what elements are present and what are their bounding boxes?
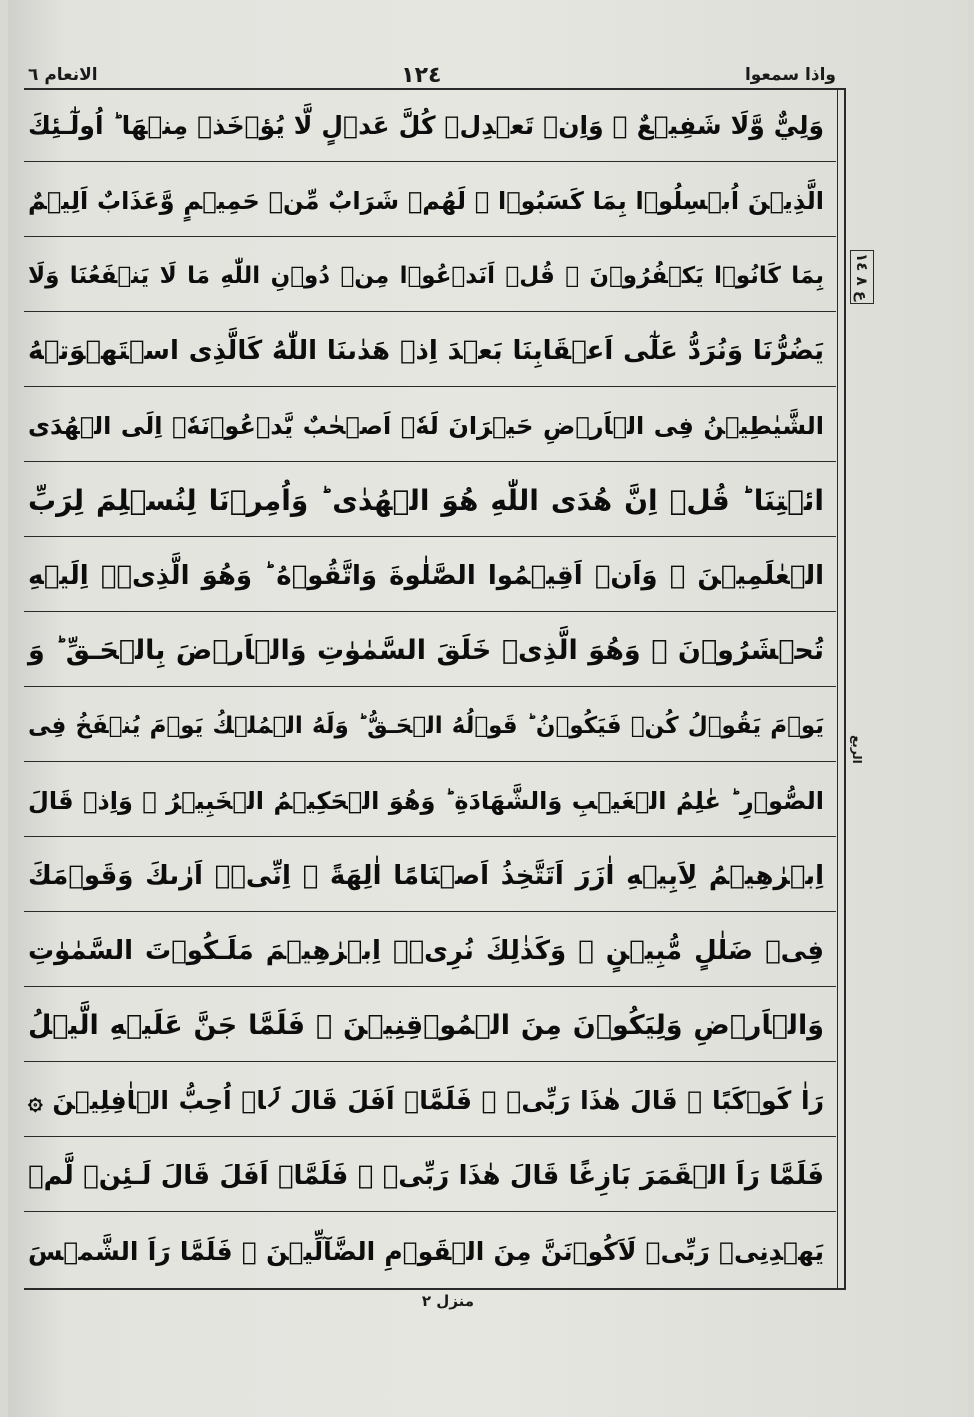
quran-page [8, 0, 968, 1417]
verse-line-8 [24, 615, 836, 687]
verse-line-text: تُحۡشَرُوۡنَ ۞ وَهُوَ الَّذِىۡ خَلَقَ السَّمٰوٰتِ وَالۡاَرۡضَ بِالۡحَـقِّ ؕ وَ [28, 635, 824, 666]
verse-line-7 [24, 540, 836, 612]
text-frame [24, 88, 846, 1290]
verse-line-text: يَوۡمَ يَقُوۡلُ كُنۡ فَيَكُوۡنُ ؕ قَوۡلُهُ الۡحَـقُّ ؕ وَلَهُ الۡمُلۡكُ يَوۡمَ يُنۡفَخُ فِى [28, 712, 824, 739]
verse-line-text: رَاٰ كَوۡكَبًا ۚ قَالَ هٰذَا رَبِّىۡ ۚ فَلَمَّاۤ اَفَلَ قَالَ لَاۤ اُحِبُّ الۡاٰفِلِيۡنَ ۞ [28, 1086, 824, 1115]
manzil-footer: منزل ٢ [421, 1292, 475, 1310]
verse-line-text: يَهۡدِنِىۡ رَبِّىۡ لَاَكُوۡنَنَّ مِنَ الۡقَوۡمِ الضَّآلِّيۡنَ ۞ فَلَمَّا رَاَ الشَّمۡسَ [28, 1236, 824, 1266]
verse-line-text: الصُّوۡرِ ؕ عٰلِمُ الۡغَيۡبِ وَالشَّهَادَةِ ؕ وَهُوَ الۡحَكِيۡمُ الۡخَبِيۡرُ ۞ وَاِذۡ قَالَ [28, 786, 824, 815]
verse-line-text: فَلَمَّا رَاَ الۡقَمَرَ بَازِغًا قَالَ هٰذَا رَبِّىۡ ۚ فَلَمَّاۤ اَفَلَ قَالَ لَـئِنۡ لَّمۡ [28, 1160, 824, 1191]
verse-line-14 [24, 1065, 836, 1137]
verse-lines [24, 90, 844, 1288]
verse-line-2 [24, 165, 836, 237]
verse-line-text: الشَّيٰطِيۡنُ فِى الۡاَرۡضِ حَيۡرَانَ لَهٗۤ اَصۡحٰبٌ يَّدۡعُوۡنَهٗۤ اِلَى الۡهُدَى [28, 411, 824, 440]
verse-line-text: ائۡتِنَا ؕ قُلۡ اِنَّ هُدَى اللّٰهِ هُوَ الۡهُدٰى ؕ وَاُمِرۡنَا لِنُسۡلِمَ لِرَبِّ [28, 484, 824, 517]
verse-line-6 [24, 465, 836, 537]
verse-line-text: الۡعٰلَمِيۡنَ ۞ وَاَنۡ اَقِيۡمُوا الصَّلٰوةَ وَاتَّقُوۡهُ ؕ وَهُوَ الَّذِىۡۤ اِلَيۡهِ [28, 560, 824, 591]
verse-line-16 [24, 1215, 836, 1287]
verse-line-9 [24, 690, 836, 762]
verse-line-5 [24, 390, 836, 462]
page-number: ١٢٤ [401, 62, 442, 88]
verse-line-10 [24, 765, 836, 837]
verse-line-1 [24, 90, 836, 162]
verse-line-11 [24, 840, 836, 912]
verse-line-text: الَّذِيۡنَ اُبۡسِلُوۡا بِمَا كَسَبُوۡا ۚ لَهُمۡ شَرَابٌ مِّنۡ حَمِيۡمٍ وَّعَذَابٌ اَلِيۡمٌ [28, 186, 824, 215]
verse-line-text: فِىۡ ضَلٰلٍ مُّبِيۡنٍ ۞ وَكَذٰلِكَ نُرِىۡۤ اِبۡرٰهِيۡمَ مَلَـكُوۡتَ السَّمٰوٰتِ [28, 935, 824, 966]
page-header [28, 62, 836, 88]
verse-line-text: يَضُرُّنَا وَنُرَدُّ عَلٰٓى اَعۡقَابِنَا بَعۡدَ اِذۡ هَدٰٮنَا اللّٰهُ كَالَّذِى اسۡتَهۡوَتۡهُ [28, 335, 824, 366]
juz-name: واذا سمعوا [744, 65, 836, 85]
rukuh-marker: ع ٨ ١٤ [850, 250, 874, 304]
verse-line-13 [24, 990, 836, 1062]
verse-line-text: اِبۡرٰهِيۡمُ لِاَبِيۡهِ اٰزَرَ اَتَتَّخِذُ اَصۡنَامًا اٰلِهَةً ۚ اِنِّىۡۤ اَرٰٮكَ وَقَوۡمَكَ [28, 860, 824, 891]
verse-line-12 [24, 915, 836, 987]
verse-line-text: وَلِيٌّ وَّلَا شَفِيۡعٌ ۚ وَاِنۡ تَعۡدِلۡ كُلَّ عَدۡلٍ لَّا يُؤۡخَذۡ مِنۡهَا ؕ اُولٰٓـئِكَ [28, 111, 824, 140]
surah-name: الانعام ٦ [28, 65, 98, 85]
verse-line-15 [24, 1140, 836, 1212]
verse-line-3 [24, 240, 836, 312]
verse-line-text: وَالۡاَرۡضِ وَلِيَكُوۡنَ مِنَ الۡمُوۡقِنِيۡنَ ۞ فَلَمَّا جَنَّ عَلَيۡهِ الَّيۡلُ [28, 1010, 824, 1041]
verse-line-4 [24, 315, 836, 387]
rubu-marker: الربع [850, 735, 864, 764]
verse-line-text: بِمَا كَانُوۡا يَكۡفُرُوۡنَ ۞ قُلۡ اَنَدۡعُوۡا مِنۡ دُوۡنِ اللّٰهِ مَا لَا يَنۡفَعُنَا وَلَا [28, 262, 824, 289]
